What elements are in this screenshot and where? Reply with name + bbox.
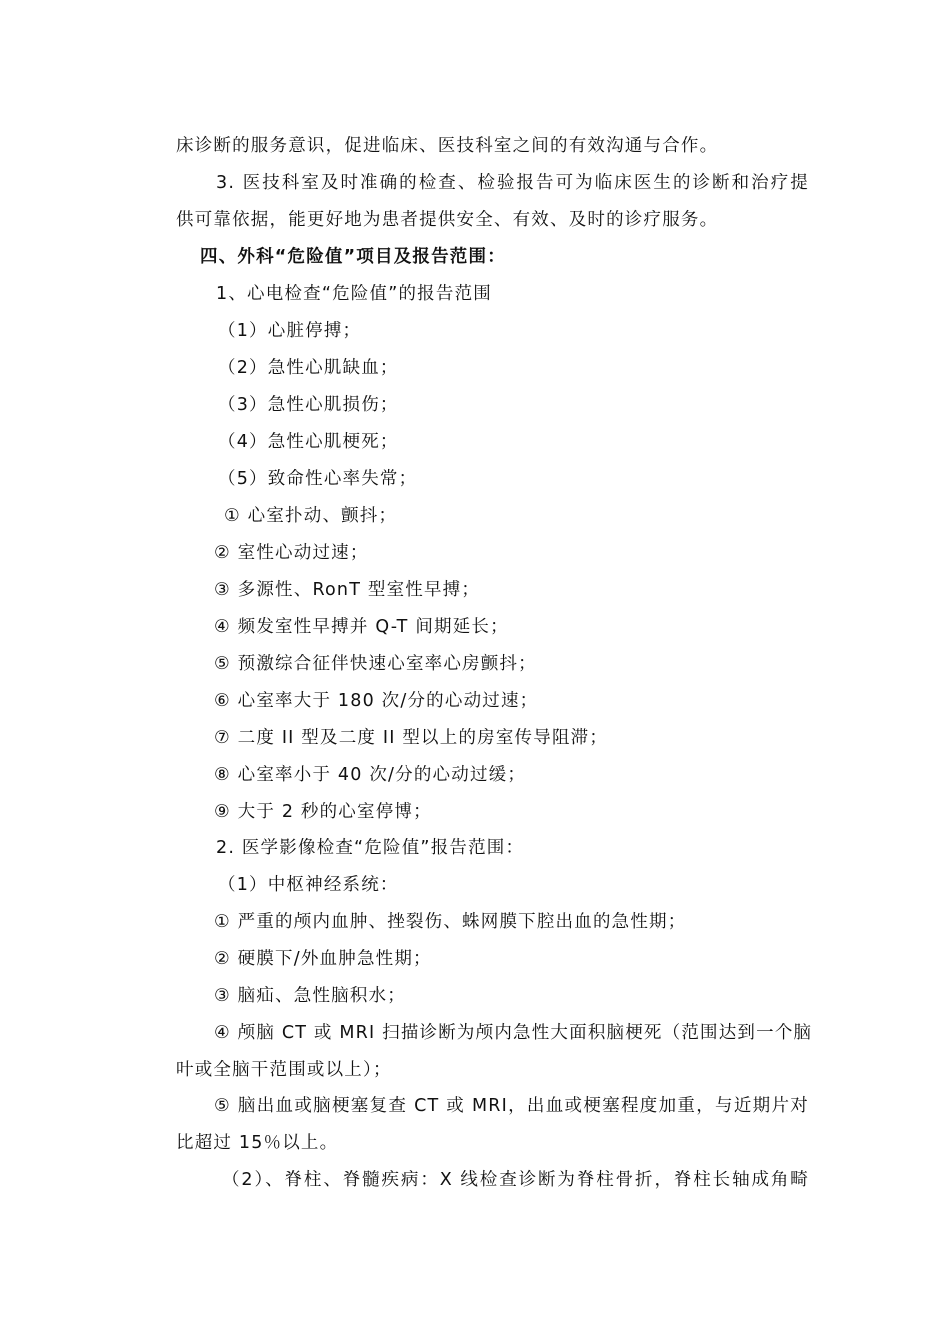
list-item: ⑥ 心室率大于 180 次/分的心动过速； (214, 691, 539, 711)
list-item: ② 硬膜下/外血肿急性期； (214, 949, 432, 969)
text-line-3: 供可靠依据，能更好地为患者提供安全、有效、及时的诊疗服务。 (176, 210, 719, 230)
text-line-2: 3. 医技科室及时准确的检查、检验报告可为临床医生的诊断和治疗提 (216, 173, 809, 193)
list-item: ⑤ 预激综合征伴快速心室率心房颤抖； (214, 654, 537, 674)
list-item: ⑦ 二度 II 型及二度 II 型以上的房室传导阻滞； (214, 728, 609, 748)
list-item: ① 严重的颅内血肿、挫裂伤、蛛网膜下腔出血的急性期； (214, 912, 687, 932)
list-item: ③ 脑疝、急性脑积水； (214, 986, 406, 1006)
list-item: ① 心室扑动、颤抖； (224, 506, 398, 526)
list-item: （2）、脊柱、脊髓疾病：X 线检查诊断为脊柱骨折，脊柱长轴成角畸 (222, 1170, 809, 1190)
text-line-1: 床诊断的服务意识，促进临床、医技科室之间的有效沟通与合作。 (176, 136, 719, 156)
list-item: ④ 颅脑 CT 或 MRI 扫描诊断为颅内急性大面积脑梗死（范围达到一个脑 (214, 1023, 813, 1043)
list-item: （1）中枢神经系统： (218, 875, 399, 895)
list-item: ② 室性心动过速； (214, 543, 369, 563)
list-item: ④ 频发室性早搏并 Q-T 间期延长； (214, 617, 509, 637)
subsection-heading-imaging: 2. 医学影像检查“危险值”报告范围： (216, 838, 525, 858)
list-item: （5）致命性心率失常； (218, 469, 418, 489)
list-item: （3）急性心肌损伤； (218, 395, 399, 415)
subsection-heading-ecg: 1、心电检查“危险值”的报告范围 (216, 284, 492, 304)
list-item-continuation: 叶或全脑干范围或以上）； (176, 1060, 392, 1080)
list-item: （1）心脏停搏； (218, 321, 362, 341)
list-item: ⑤ 脑出血或脑梗塞复查 CT 或 MRI，出血或梗塞程度加重，与近期片对 (214, 1096, 809, 1116)
list-item: （4）急性心肌梗死； (218, 432, 399, 452)
list-item: ⑧ 心室率小于 40 次/分的心动过缓； (214, 765, 527, 785)
list-item: （2）急性心肌缺血； (218, 358, 399, 378)
section-heading: 四、外科“危险值”项目及报告范围： (200, 247, 506, 267)
list-item: ⑨ 大于 2 秒的心室停博； (214, 802, 432, 822)
list-item: ③ 多源性、RonT 型室性早搏； (214, 580, 481, 600)
list-item-continuation: 比超过 15％以上。 (176, 1133, 339, 1153)
